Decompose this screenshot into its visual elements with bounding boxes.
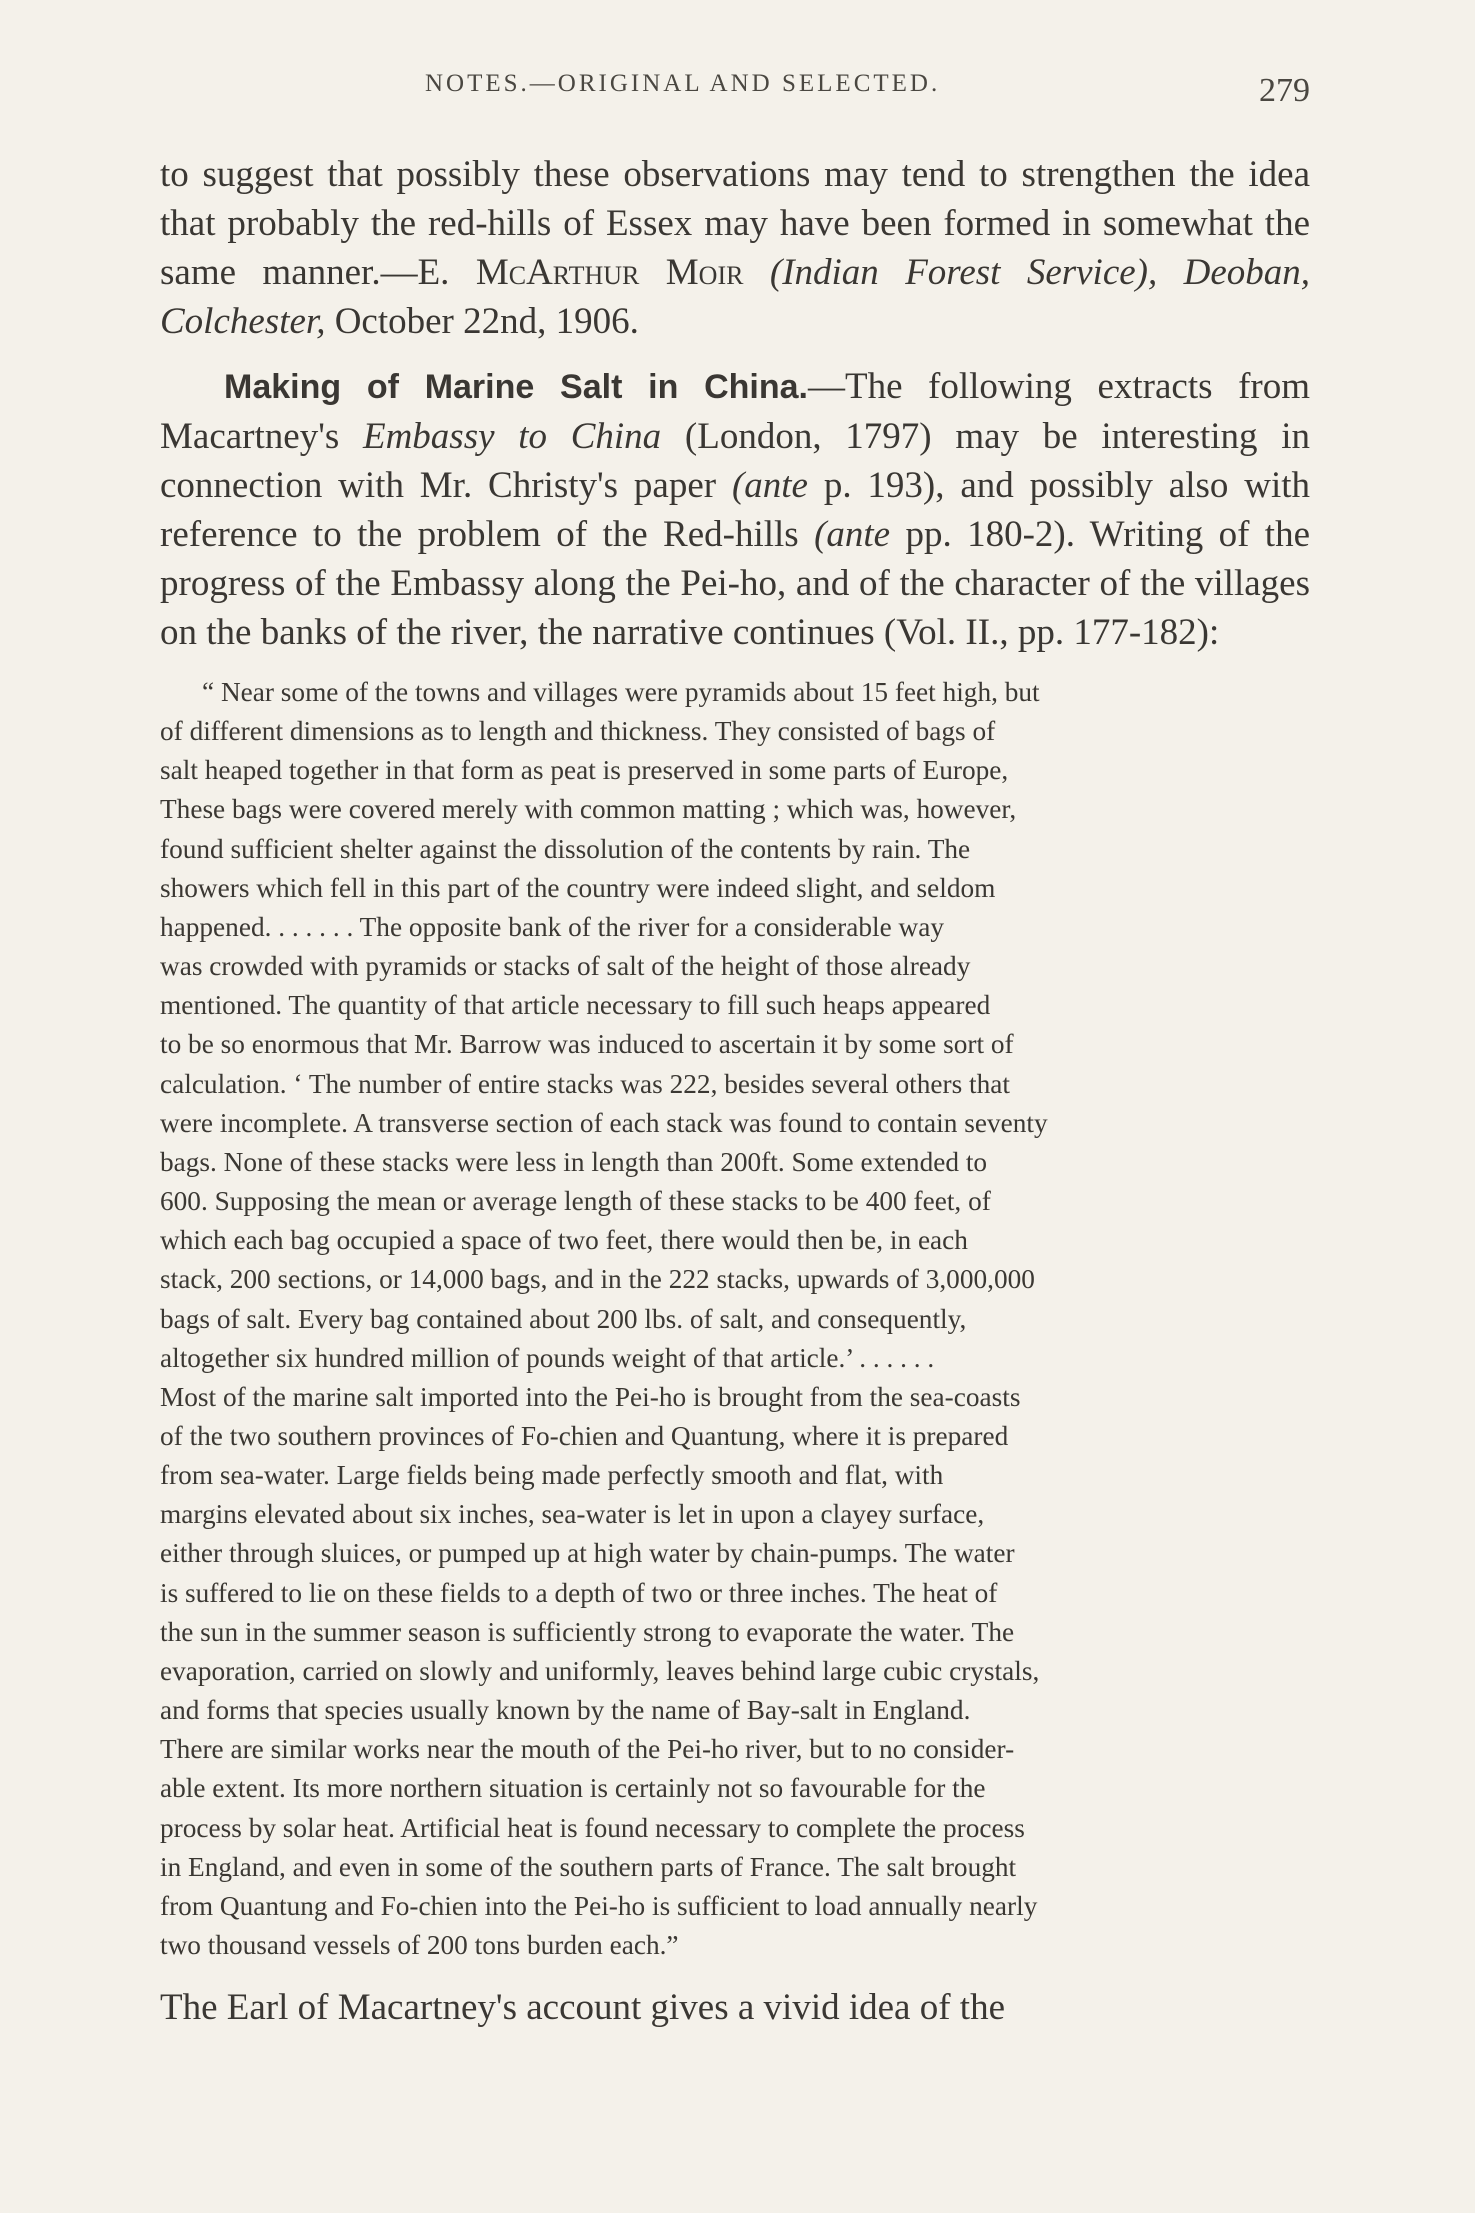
quote-line: These bags were covered merely with common matting ; which was, however,	[160, 794, 1017, 825]
quote-line: altogether six hundred million of pounds weight of that article.’ . . . . . .	[160, 1342, 935, 1373]
block-quotation	[160, 673, 1310, 1965]
quote-line: and forms that species usually known by the name of Bay-salt in England.	[160, 1695, 971, 1726]
quote-line: stack, 200 sections, or 14,000 bags, and in the 222 stacks, upwards of 3,000,000	[160, 1264, 1035, 1295]
author-affiliation: (Indian Forest Service), Deoban, Colchester,	[160, 252, 1311, 342]
ante-reference: (ante	[731, 465, 808, 506]
paragraph-text: The Earl of Macartney's account gives a vivid idea of the	[160, 1987, 1006, 2029]
quote-line: the sun in the summer season is sufficiently strong to evaporate the water. The	[160, 1616, 1015, 1647]
paragraph-closing	[160, 1983, 1310, 2032]
quote-line: Most of the marine salt imported into the Pei-ho is brought from the sea-coasts	[160, 1381, 1021, 1412]
paragraph-text: (London, 1797) may be interesting in connection with Mr. Christy's paper	[160, 416, 1311, 506]
quote-line: calculation. ‘ The number of entire stacks was 222, besides several others that	[160, 1068, 1010, 1099]
quote-line: which each bag occupied a space of two feet, there would then be, in each	[160, 1225, 968, 1256]
quote-line: showers which fell in this part of the country were indeed slight, and seldom	[160, 872, 996, 903]
quote-line: bags. None of these stacks were less in length than 200ft. Some extended to	[160, 1146, 988, 1177]
quote-line: mentioned. The quantity of that article necessary to fill such heaps appeared	[160, 990, 991, 1021]
book-title: Embassy to China	[362, 416, 662, 457]
quote-line: to be so enormous that Mr. Barrow was induced to ascertain it by some sort of	[160, 1029, 1014, 1060]
quote-line: two thousand vessels of 200 tons burden each.”	[160, 1930, 679, 1960]
paragraph-text: p. 193), and possibly also with reference to the problem of the Red-hills	[160, 465, 1310, 555]
page-number: 279	[1259, 72, 1310, 109]
page-header	[160, 70, 1310, 110]
quote-line: from sea-water. Large fields being made perfectly smooth and flat, with	[160, 1460, 944, 1491]
section-heading: Making of Marine Salt in China.	[224, 368, 808, 406]
paragraph-text: pp. 180-2). Writing of the progress of the Embassy along the Pei-ho, and of the character of the villages on the banks of the river, the narrative continues (Vol. II., pp. 177-182):	[160, 514, 1310, 653]
quote-line: 600. Supposing the mean or average length of these stacks to be 400 feet, of	[160, 1186, 991, 1217]
quote-line: from Quantung and Fo-chien into the Pei-ho is sufficient to load annually nearly	[160, 1890, 1038, 1921]
quote-line: process by solar heat. Artificial heat is found necessary to complete the process	[160, 1812, 1025, 1843]
quote-line: was crowded with pyramids or stacks of salt of the height of those already	[160, 951, 971, 982]
paragraph-red-hills-note	[160, 150, 1310, 346]
quote-line: margins elevated about six inches, sea-water is let in upon a clayey surface,	[160, 1499, 985, 1530]
quote-line: salt heaped together in that form as peat is preserved in some parts of Europe,	[160, 755, 1009, 786]
note-date: October 22nd, 1906.	[334, 301, 639, 342]
quote-line: happened. . . . . . . The opposite bank of the river for a considerable way	[160, 911, 945, 942]
quote-line: “ Near some of the towns and villages were pyramids about 15 feet high, but	[202, 677, 1040, 707]
quote-line: found sufficient shelter against the dissolution of the contents by rain. The	[160, 833, 971, 864]
ante-reference: (ante	[814, 514, 891, 555]
quote-line: able extent. Its more northern situation is certainly not so favourable for the	[160, 1773, 986, 1804]
running-head: NOTES.—ORIGINAL AND SELECTED.	[425, 70, 941, 97]
quote-line: were incomplete. A transverse section of each stack was found to contain seventy	[160, 1107, 1048, 1138]
quote-line: of the two southern provinces of Fo-chien and Quantung, where it is prepared	[160, 1420, 1009, 1451]
page-body	[160, 150, 1310, 2032]
quote-line: of different dimensions as to length and thickness. They consisted of bags of	[160, 716, 996, 747]
author-name-last: Moir	[665, 252, 744, 293]
quote-line: either through sluices, or pumped up at high water by chain-pumps. The water	[160, 1538, 1015, 1569]
quote-line: There are similar works near the mouth of the Pei-ho river, but to no consider-	[160, 1734, 1015, 1765]
quote-line: bags of salt. Every bag contained about 200 lbs. of salt, and consequently,	[160, 1303, 967, 1334]
quote-line: in England, and even in some of the southern parts of France. The salt brought	[160, 1851, 1017, 1882]
quote-line: evaporation, carried on slowly and uniformly, leaves behind large cubic crystals,	[160, 1655, 1040, 1686]
author-name-first: McArthur	[475, 252, 640, 293]
paragraph-text: to suggest that possibly these observations may tend to strengthen the idea that probably the red-hills of Essex may have been formed in somewhat the same manner.—E.	[160, 154, 1310, 293]
quote-line: is suffered to lie on these fields to a depth of two or three inches. The heat of	[160, 1577, 998, 1608]
paragraph-marine-salt	[160, 362, 1310, 657]
paragraph-text: —The following extracts from Macartney's	[160, 366, 1310, 457]
